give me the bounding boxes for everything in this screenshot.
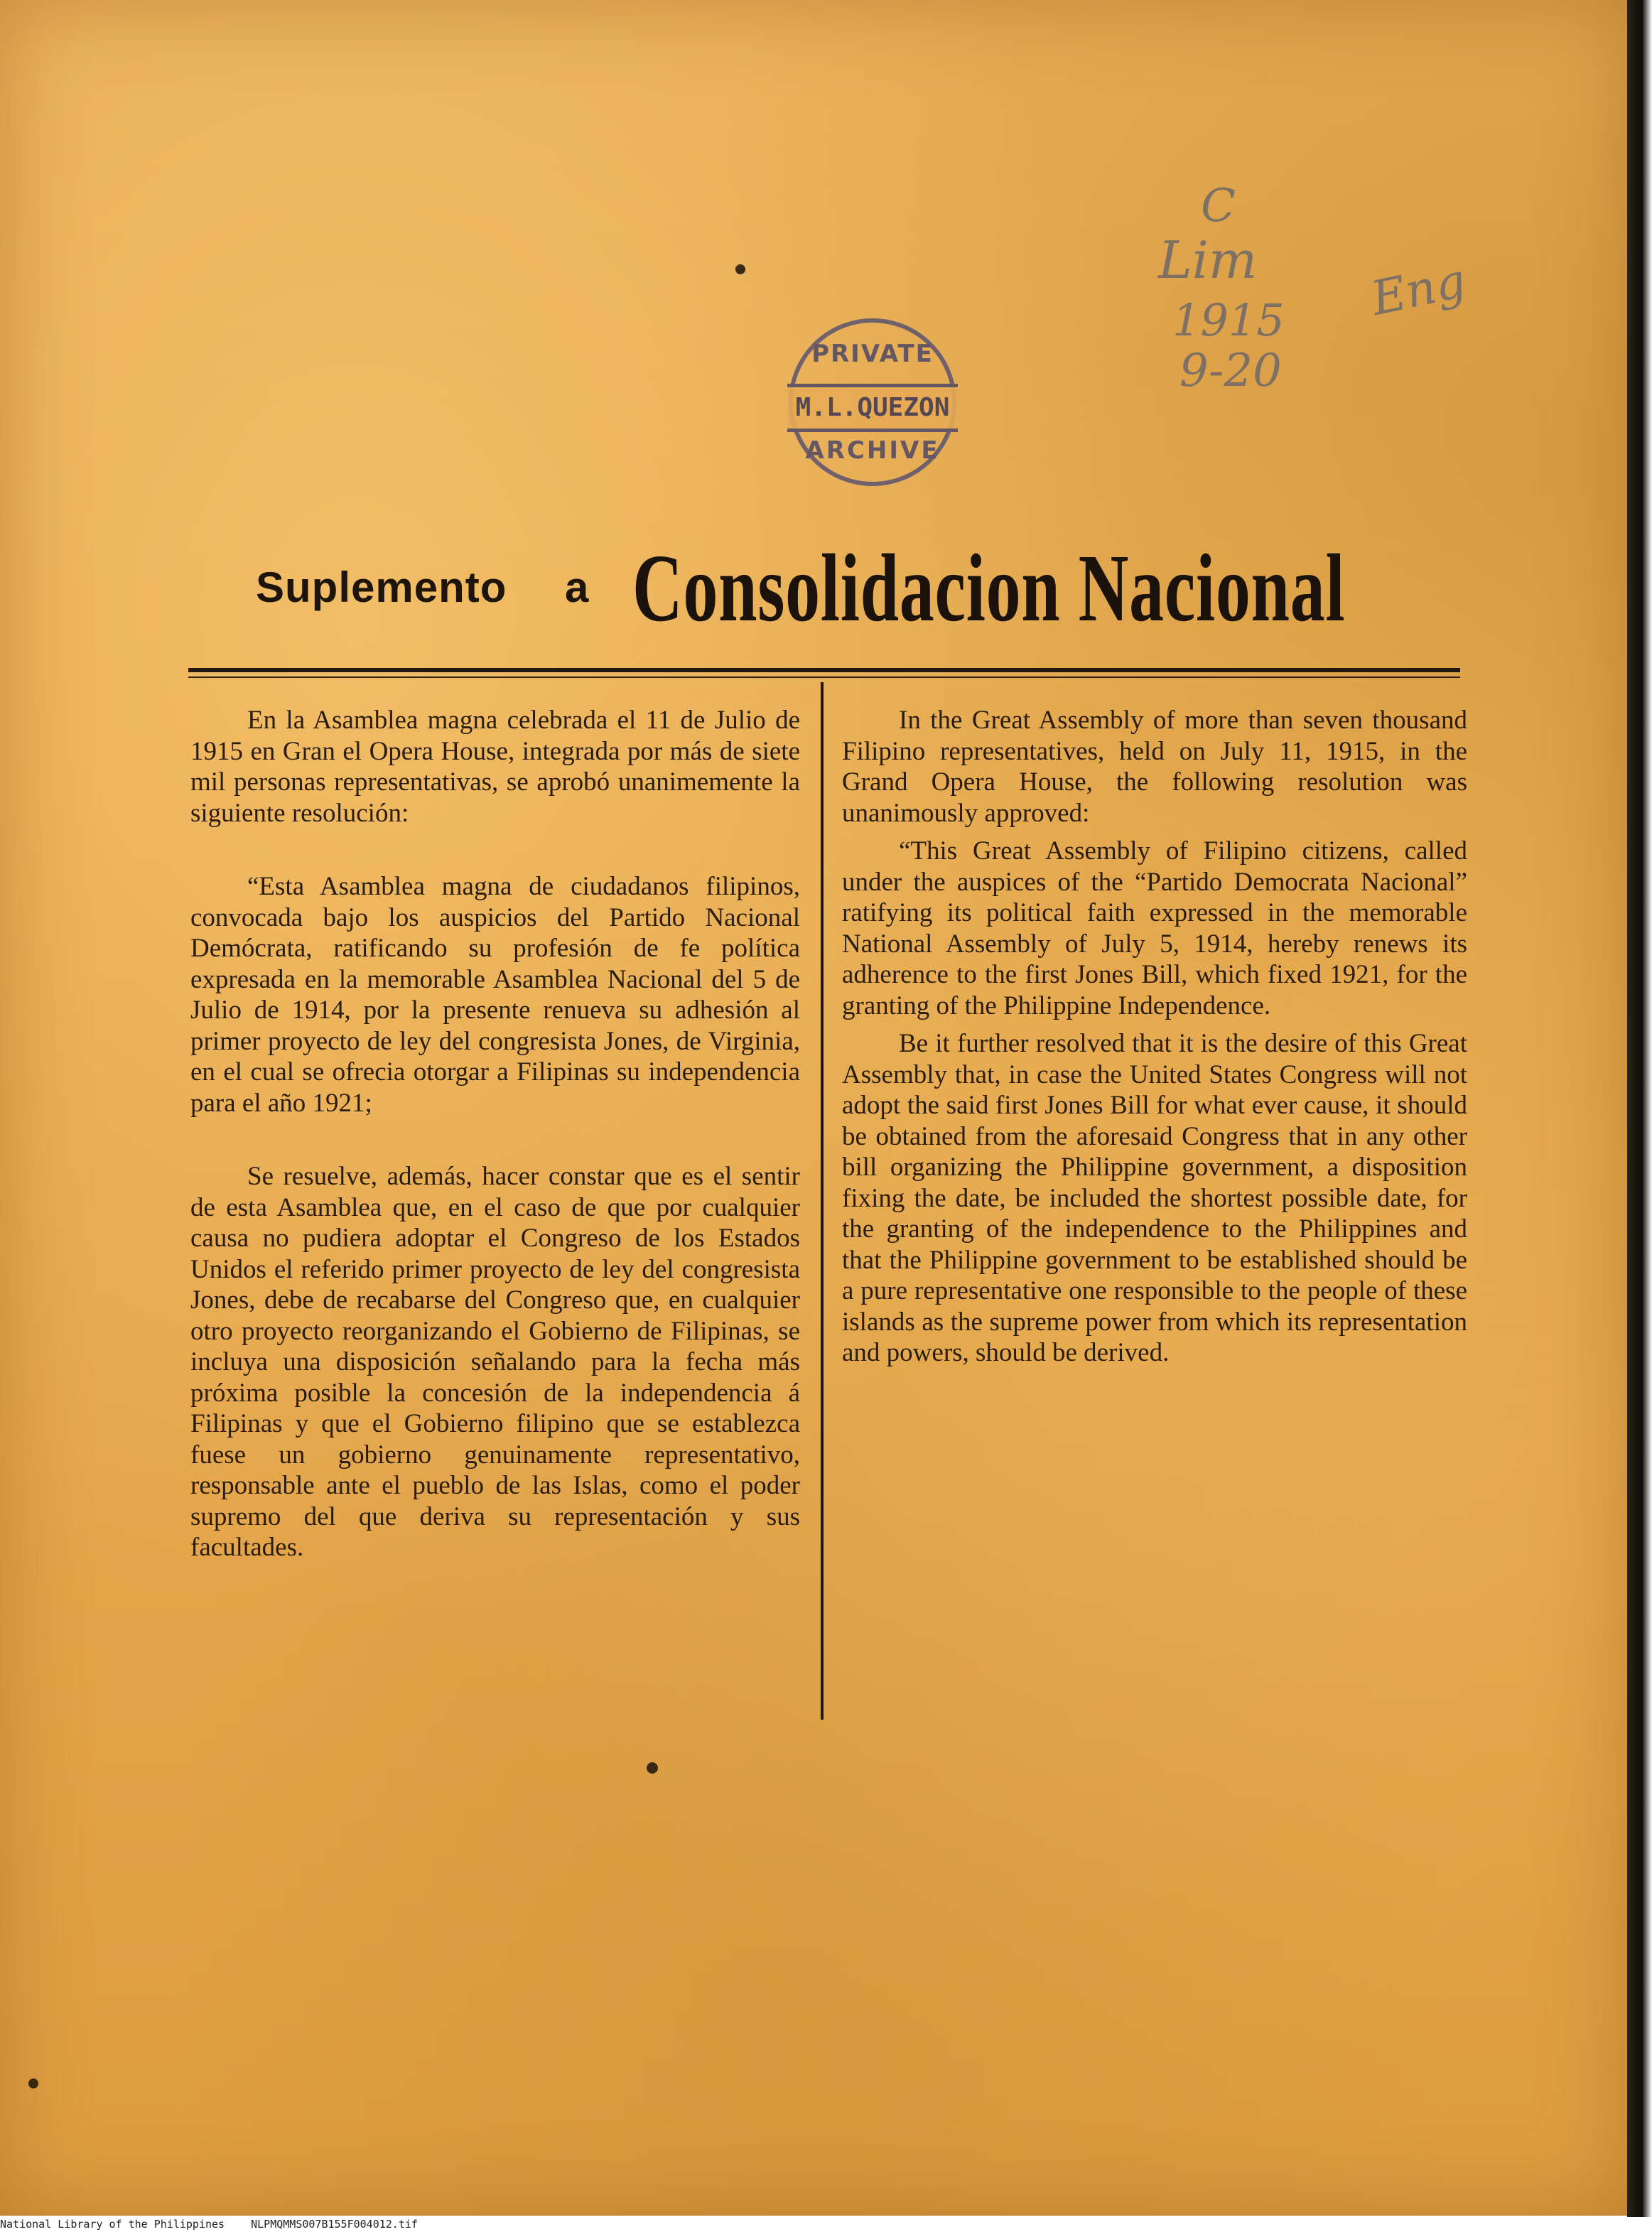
english-column [842, 705, 1467, 1369]
paper-spot [735, 264, 745, 274]
scan-edge [1627, 0, 1652, 2232]
column-divider [821, 682, 824, 1720]
scan-footer [0, 2217, 1652, 2232]
archive-stamp [789, 318, 956, 486]
spanish-column [190, 705, 800, 1563]
spanish-further-resolution: Se resuelve, además, hacer constar que es el sentir de esta Asamblea que, en el caso de que por cualquier causa no pudiera adoptar el Congreso de los Estados Unidos el referido primer proyecto de ley del congresista Jones, debe de recabarse del Congreso que, en cualquier otro proyecto reorganizando el Gobierno de Filipinas, se incluya una disposición señalando para la fecha más próxima posible la concesión de la independencia á Filipinas y que el Gobierno filipino que se establezca fuese un gobierno genuinamente representativo, responsable ante el pueblo de las Islas, como el poder supremo del que deriva su representación y sus facultades. [190, 1162, 800, 1562]
handwritten-note-year: 1915 [1172, 294, 1285, 346]
masthead-prefix: Suplemento [256, 564, 507, 611]
masthead-rule-thin [188, 676, 1460, 678]
handwritten-note-date: 9-20 [1179, 345, 1282, 397]
stamp-top-text: PRIVATE [811, 340, 934, 368]
masthead-connector: a [565, 564, 589, 611]
handwritten-note-eng: Eng [1366, 253, 1471, 326]
stamp-band-text: M.L.QUEZON [787, 384, 958, 432]
paper-spot [647, 1762, 658, 1774]
handwritten-note-lim: Lim [1158, 230, 1258, 290]
english-further-resolution: Be it further resolved that it is the desire of this Great Assembly that, in case the United States Congress will not adopt the said first Jones Bill for what ever cause, it should be obtained from the aforesaid Congress that in any other bill organizing the Philippine government, a disposition fixing the date, be included the shortest possible date, for the granting of the independence to the Philippines and that the Philippine government to be established should be a pure representative one responsible to the people of these islands as the supreme power from which its representation and powers, should be derived. [842, 1029, 1467, 1367]
spanish-intro: En la Asamblea magna celebrada el 11 de Julio de 1915 en Gran el Opera House, integrada por más de siete mil personas representativas, se aprobó unanimemente la siguiente resolución: [190, 706, 800, 828]
handwritten-note-c: C [1201, 180, 1236, 232]
footer-file-id: NLPMQMMS007B155F004012.tif [251, 2218, 418, 2231]
footer-library: National Library of the Philippines [0, 2218, 225, 2231]
masthead-rule-thick [188, 668, 1460, 672]
masthead-title: Consolidacion Nacional [632, 535, 1346, 642]
stamp-bottom-text: ARCHIVE [805, 436, 940, 465]
paper-spot [28, 2079, 38, 2088]
english-resolution: “This Great Assembly of Filipino citizens, called under the auspices of the “Partido Democrata Nacional” ratifying its political faith expressed in the memorable National Assembly of July 5, 1914, hereby renews its adherence to the first Jones Bill, which fixed 1921, for the granting of the Philippine Independence. [842, 836, 1467, 1020]
spanish-resolution: “Esta Asamblea magna de ciudadanos filipinos, convocada bajo los auspicios del Partido Nacional Demócrata, ratificando su profesión de fe política expresada en la memorable Asamblea Nacional del 5 de Julio de 1914, por la presente renueva su adhesión al primer proyecto de ley del congresista Jones, de Virginia, en el cual se ofrecia otorgar a Filipinas su independencia para el año 1921; [190, 872, 800, 1118]
english-intro: In the Great Assembly of more than seven thousand Filipino representatives, held on July 11, 1915, in the Grand Opera House, the following resolution was unanimously approved: [842, 706, 1467, 828]
masthead [256, 533, 1393, 640]
